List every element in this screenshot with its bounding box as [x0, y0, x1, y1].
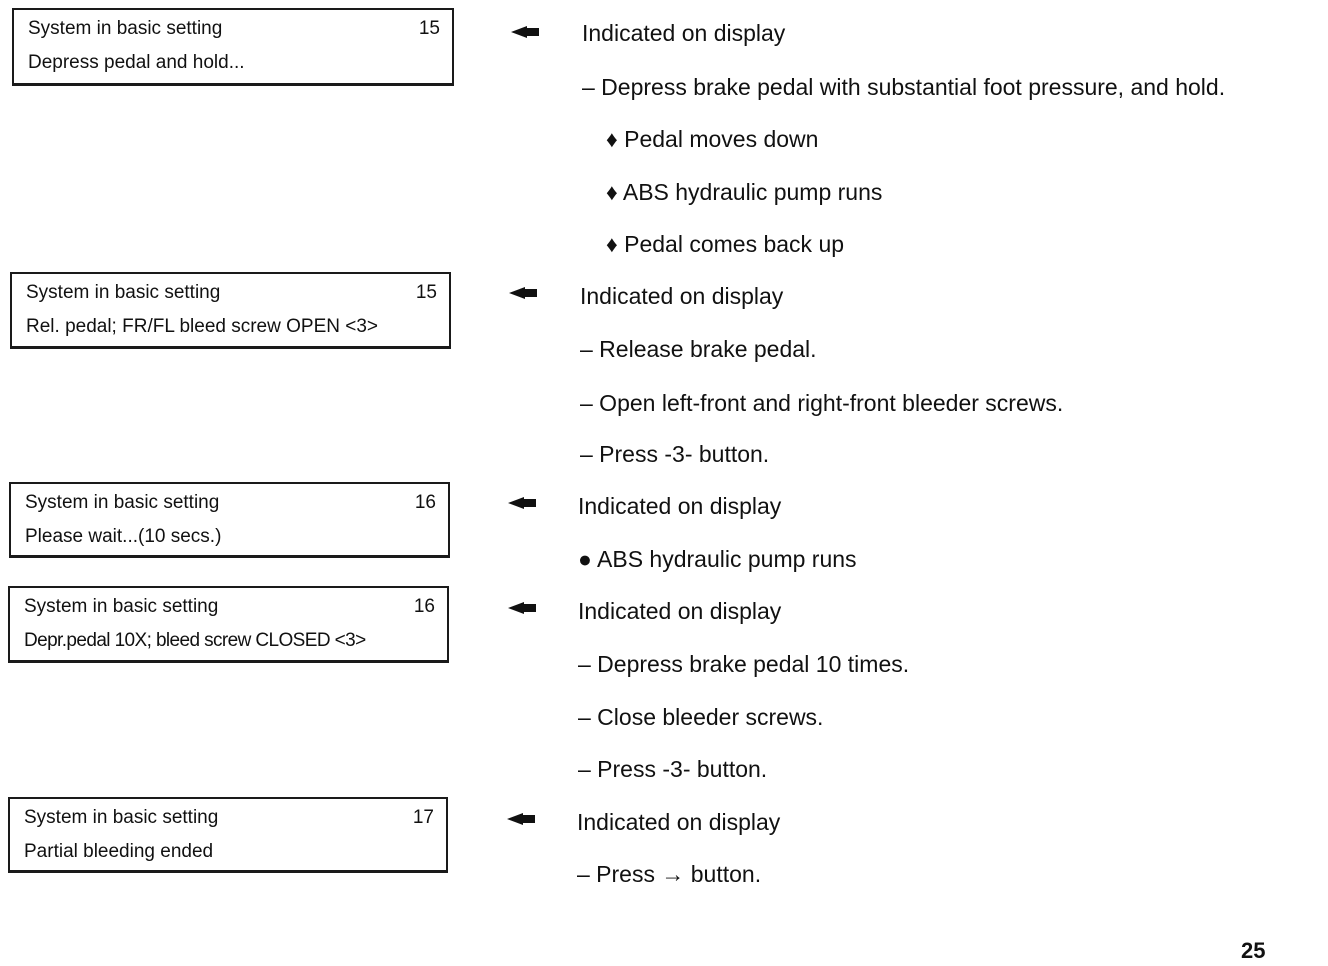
step: ♦ ABS hydraulic pump runs [606, 179, 883, 205]
display-code: 16 [413, 596, 435, 617]
display-code: 16 [414, 492, 436, 513]
pointer-icon [508, 496, 536, 510]
indicator-label: Indicated on display [578, 598, 782, 624]
display-code: 17 [412, 807, 434, 828]
pointer-icon [509, 286, 537, 300]
pointer-icon [511, 25, 539, 39]
step: – Press → button. [577, 861, 762, 887]
indicator-label: Indicated on display [577, 809, 781, 835]
display-box-4 [8, 586, 449, 663]
step: – Depress brake pedal with substantial foot pressure, and hold. [582, 74, 1226, 100]
display-message: Please wait...(10 secs.) [25, 526, 222, 547]
display-title: System in basic setting [25, 492, 220, 513]
display-title: System in basic setting [24, 596, 219, 617]
step: – Close bleeder screws. [578, 704, 824, 730]
step: – Open left-front and right-front bleeder screws. [580, 390, 1064, 416]
display-title: System in basic setting [28, 18, 223, 39]
indicator-label: Indicated on display [580, 283, 784, 309]
pointer-icon [507, 812, 535, 826]
display-message: Depr.pedal 10X; bleed screw CLOSED <3> [24, 630, 366, 651]
indicator-label: Indicated on display [578, 493, 782, 519]
step: ♦ Pedal comes back up [606, 231, 845, 257]
display-title: System in basic setting [26, 282, 221, 303]
display-code: 15 [418, 18, 440, 39]
pointer-icon [508, 601, 536, 615]
step: – Release brake pedal. [580, 336, 817, 362]
step: ♦ Pedal moves down [606, 126, 819, 152]
display-box-2 [10, 272, 451, 349]
display-message: Depress pedal and hold... [28, 52, 245, 73]
display-message: Partial bleeding ended [24, 841, 214, 862]
display-message: Rel. pedal; FR/FL bleed screw OPEN <3> [26, 316, 379, 337]
step: ● ABS hydraulic pump runs [578, 546, 857, 572]
display-box-5 [8, 797, 448, 873]
display-box-3 [9, 482, 450, 558]
step: – Press -3- button. [580, 441, 770, 467]
display-code: 15 [415, 282, 437, 303]
step: – Press -3- button. [578, 756, 768, 782]
indicator-label: Indicated on display [582, 20, 786, 46]
page-number: 25 [1241, 938, 1266, 963]
step: – Depress brake pedal 10 times. [578, 651, 910, 677]
display-box-1 [12, 8, 454, 86]
display-title: System in basic setting [24, 807, 219, 828]
